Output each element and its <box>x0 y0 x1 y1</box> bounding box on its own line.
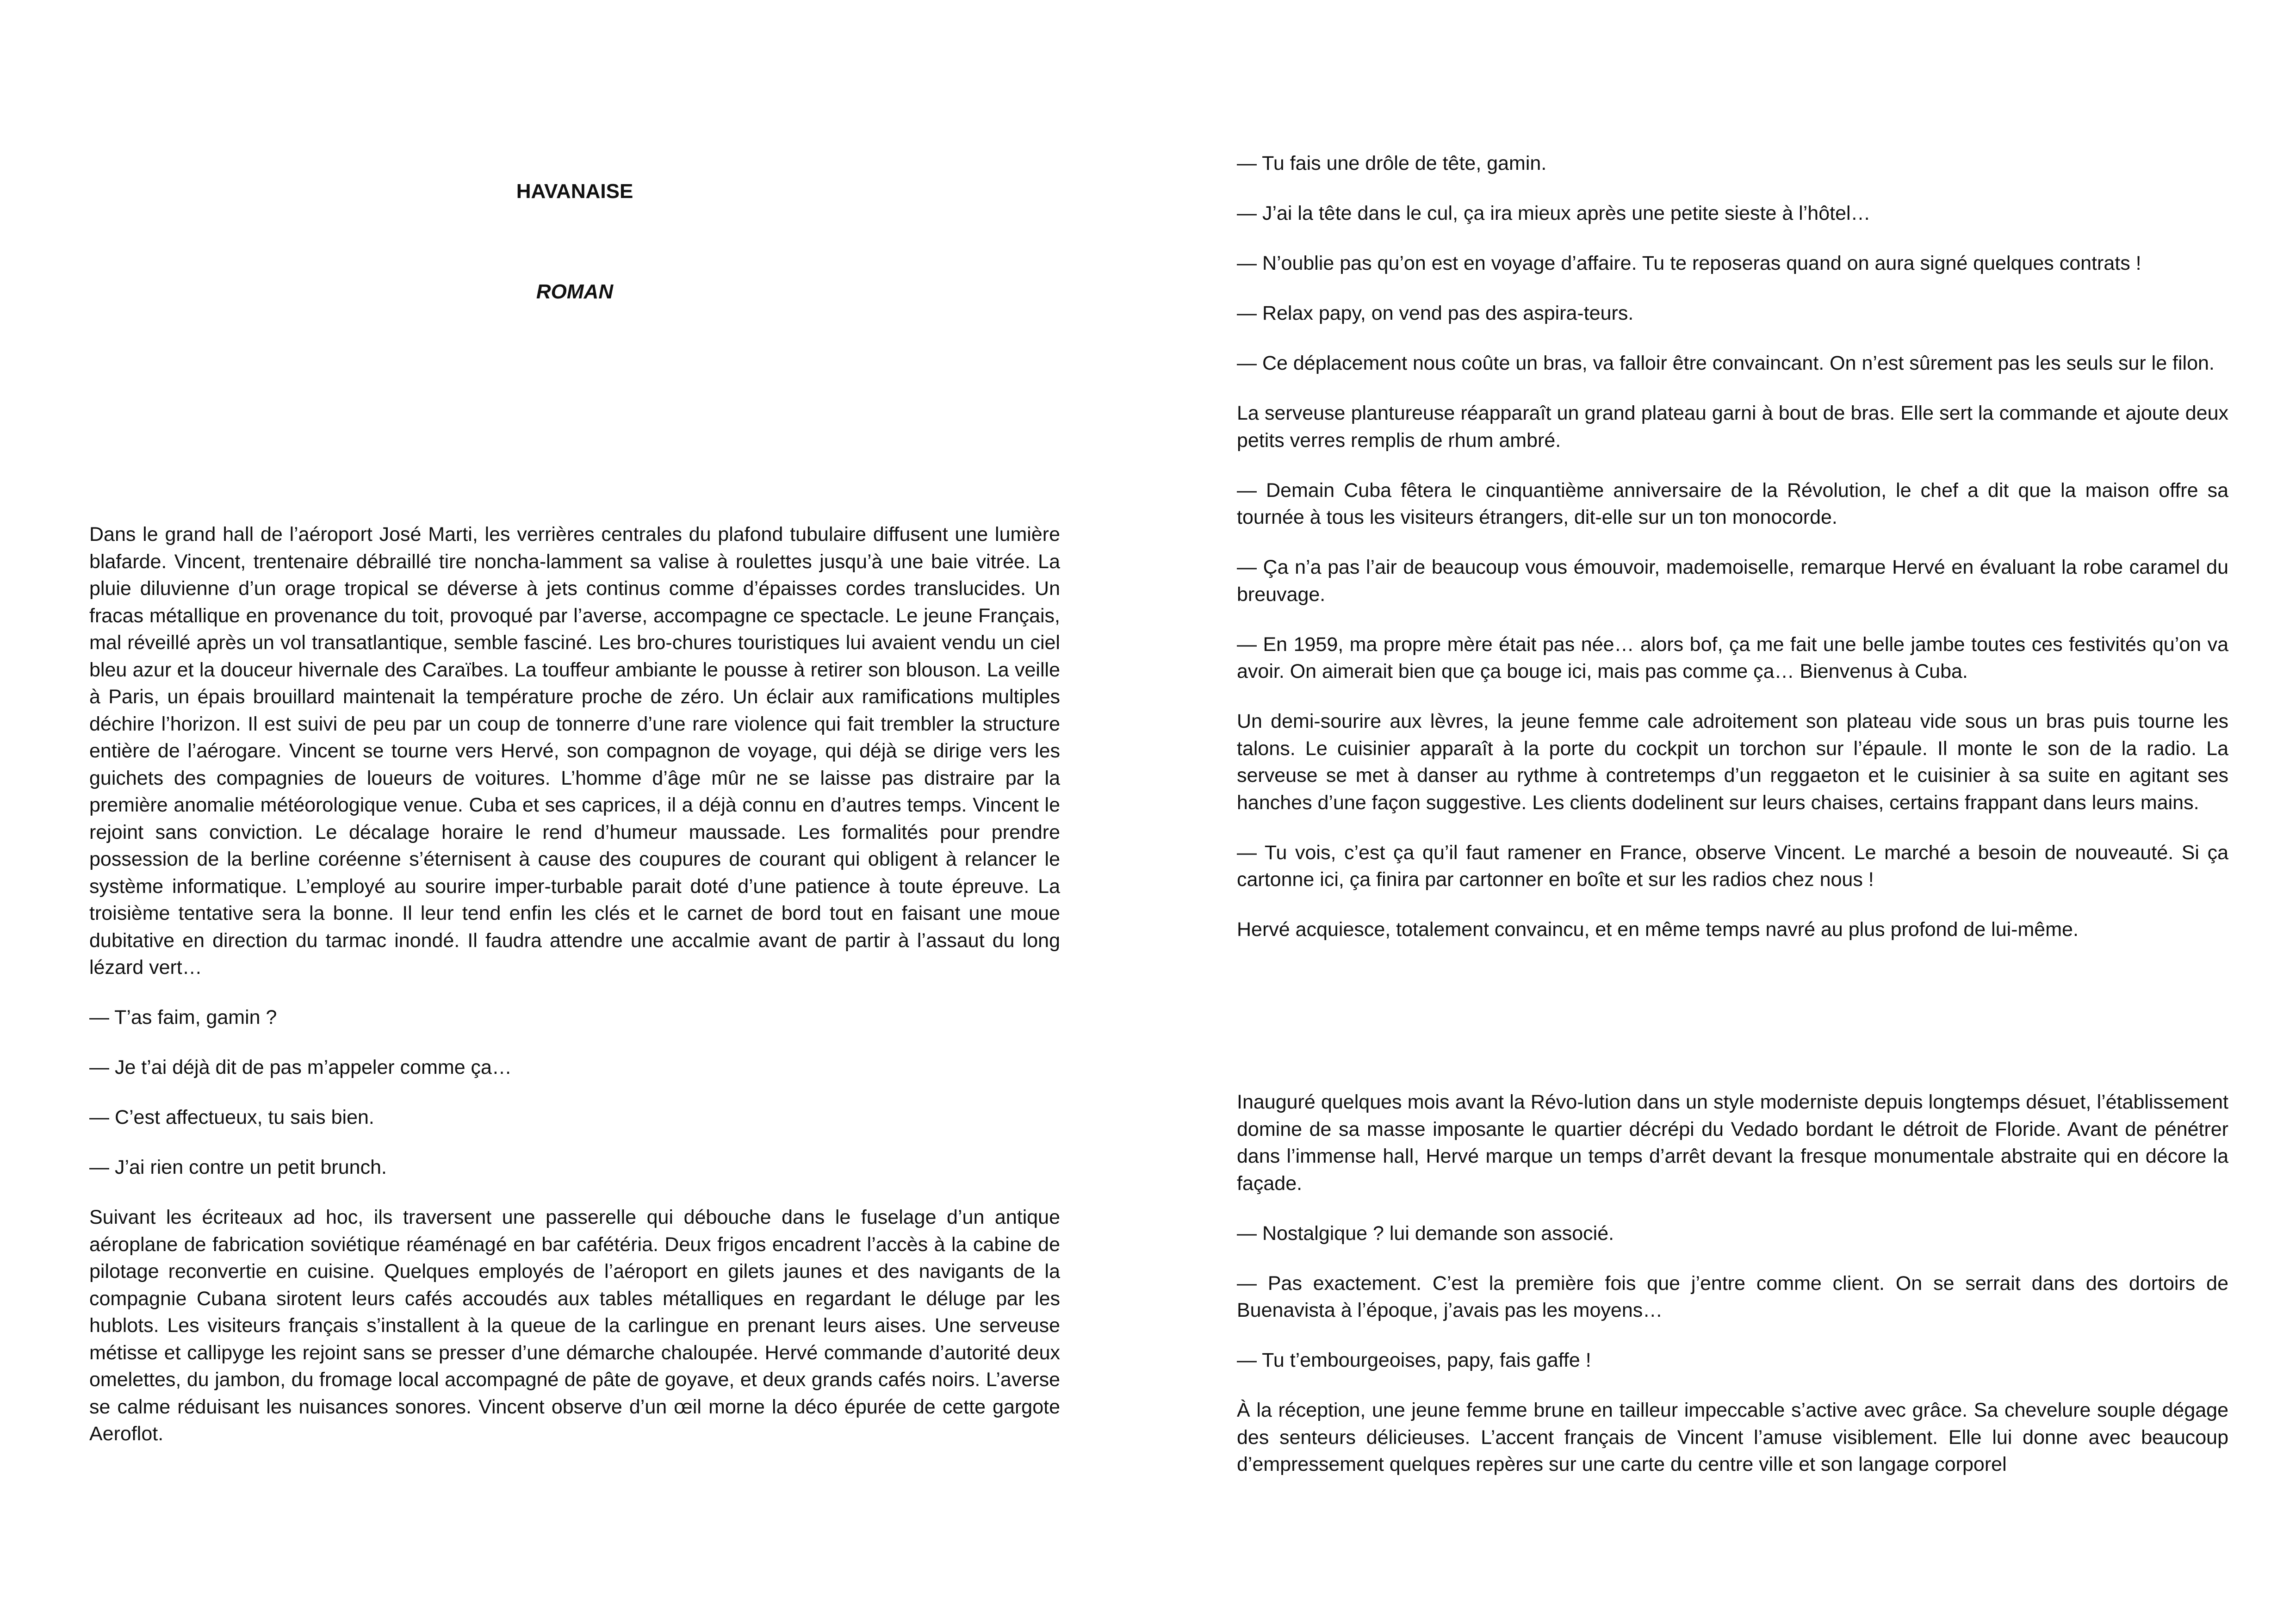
paragraph-airport-hall: Dans le grand hall de l’aéroport José Marti, les verrières centrales du plafond tubulaire diffusent une lumière blafarde. Vincent, trentenaire débraillé tire noncha-lamment sa valise à roulettes jusqu’à une baie vitrée. La pluie diluvienne d’un orage tropical se déverse à jets continus comme d’épaisses cordes translucides. Un fracas métallique en provenance du toit, provoqué par l’averse, accompagne ce spectacle. Le jeune Français, mal réveillé après un vol transatlantique, semble fasciné. Les bro-chures touristiques lui avaient vendu un ciel bleu azur et la douceur hivernale des Caraïbes. La touffeur ambiante le pousse à retirer son blouson. La veille à Paris, un épais brouillard maintenait la température proche de zéro. Un éclair aux ramifications multiples déchire l’horizon. Il est suivi de peu par un coup de tonnerre d’une rare violence qui fait trembler la structure entière de l’aérogare. Vincent se tourne vers Hervé, son compagnon de voyage, qui déjà se dirige vers les guichets des compagnies de loueurs de voitures. L’homme d’âge mûr ne se laisse pas distraire par la première anomalie météorologique venue. Cuba et ses caprices, il a déjà connu en d’autres temps. Vincent le rejoint sans conviction. Le décalage horaire le rend d’humeur maussade. Les formalités pour prendre possession de la berline coréenne s’éternisent à cause des coupures de courant qui obligent à relancer le système informatique. L’employé au sourire imper-turbable parait doté d’une patience à toute épreuve. La troisième tentative sera la bonne. Il leur tend enfin les clés et le carnet de bord tout en faisant une moue dubitative en direction du tarmac inondé. Il faudra attendre une accalmie avant de partir à l’assaut du long lézard vert… <box>89 523 1060 979</box>
paragraph-reception: À la réception, une jeune femme brune en tailleur impeccable s’active avec grâce. Sa chevelure souple dégage des senteurs délicieuses. L’accent français de Vincent l’amuse visiblement. Elle lui donne avec beaucoup d’empressement quelques repères sur une carte du centre ville et son langage corporel <box>1237 1399 2228 1475</box>
paragraph-cafeteria: Suivant les écriteaux ad hoc, ils traversent une passerelle qui débouche dans le fuselage d’un antique aéroplane de fabrication soviétique réaménagé en bar cafétéria. Deux frigos encadrent l’accès à la cabine de pilotage reconvertie en cuisine. Quelques employés de l’aéroport en gilets jaunes et des navigants de la compagnie Cubana sirotent leurs cafés accoudés aux tables métalliques en regardant le déluge par les hublots. Les visiteurs français s’installent à la queue de la carlingue en prenant leurs aises. Une serveuse métisse et callipyge les rejoint sans se presser d’une démarche chaloupée. Hervé commande d’autorité deux omelettes, du jambon, du fromage local accompagné de pâte de goyave, et deux grands cafés noirs. L’averse se calme réduisant les nuisances sonores. Vincent observe d’un œil morne la déco épurée de cette gargote Aeroflot. <box>89 1206 1060 1445</box>
paragraph-herve: Hervé acquiesce, totalement convaincu, et en même temps navré au plus profond de lui-même. <box>1237 918 2079 941</box>
dialog-line: — Tu vois, c’est ça qu’il faut ramener en France, observe Vincent. Le marché a besoin de nouveauté. Si ça cartonne ici, ça finira par cartonner en boîte et sur les radios chez nous ! <box>1237 841 2228 891</box>
dialog-line: — Ce déplacement nous coûte un bras, va falloir être convaincant. On n’est sûrement pas les seuls sur le filon. <box>1237 352 2215 374</box>
book-title: HAVANAISE <box>516 180 633 203</box>
dialog-line: — T’as faim, gamin ? <box>89 1006 277 1028</box>
dialog-line: — Demain Cuba fêtera le cinquantième anniversaire de la Révolution, le chef a dit que la maison offre sa tournée à tous les visiteurs étrangers, dit-elle sur un ton monocorde. <box>1237 479 2228 528</box>
dialog-line: — J’ai rien contre un petit brunch. <box>89 1156 387 1178</box>
dialog-line: — Tu fais une drôle de tête, gamin. <box>1237 152 1547 174</box>
left-page-text <box>89 521 1060 1470</box>
paragraph-hotel: Inauguré quelques mois avant la Révo-lution dans un style moderniste depuis longtemps désuet, l’établissement domine de sa masse imposante le quartier décrépi du Vedado bordant le détroit de Floride. Avant de pénétrer dans l’immense hall, Hervé marque un temps d’arrêt devant la fresque monumentale abstraite qui en décore la façade. <box>1237 1091 2228 1195</box>
paragraph-waitress: La serveuse plantureuse réapparaît un grand plateau garni à bout de bras. Elle sert la commande et ajoute deux petits verres remplis de rhum ambré. <box>1237 402 2228 452</box>
paragraph-dance: Un demi-sourire aux lèvres, la jeune femme cale adroitement son plateau vide sous un bras puis tourne les talons. Le cuisinier apparaît à la porte du cockpit un torchon sur l’épaule. Il monte le son de la radio. La serveuse se met à danser au rythme à contretemps d’un reggaeton et le cuisinier à sa suite en agitant ses hanches d’une façon suggestive. Les clients dodelinent sur leurs chaises, certains frappant dans leurs mains. <box>1237 710 2228 814</box>
dialog-line: — Nostalgique ? lui demande son associé. <box>1237 1222 1614 1245</box>
dialog-line: — N’oublie pas qu’on est en voyage d’affaire. Tu te reposeras quand on aura signé quelques contrats ! <box>1237 252 2141 274</box>
dialog-line: — Je t’ai déjà dit de pas m’appeler comme ça… <box>89 1056 512 1078</box>
dialog-line: — Pas exactement. C’est la première fois que j’entre comme client. On se serrait dans des dortoirs de Buenavista à l’époque, j’avais pas les moyens… <box>1237 1272 2228 1321</box>
book-subtitle: ROMAN <box>536 280 614 303</box>
right-page-text-section-2 <box>1237 1089 2228 1501</box>
dialog-line: — Tu t’embourgeoises, papy, fais gaffe ! <box>1237 1349 1591 1371</box>
dialog-line: — C’est affectueux, tu sais bien. <box>89 1106 374 1128</box>
dialog-line: — Relax papy, on vend pas des aspira-teurs. <box>1237 302 1634 324</box>
dialog-line: — Ça n’a pas l’air de beaucoup vous émouvoir, mademoiselle, remarque Hervé en évaluant la robe caramel du breuvage. <box>1237 556 2228 606</box>
dialog-line: — En 1959, ma propre mère était pas née… alors bof, ça me fait une belle jambe toutes ces festivités qu’on va avoir. On aimerait bien que ça bouge ici, mais pas comme ça… Bienvenus à Cuba. <box>1237 633 2228 682</box>
right-page-text <box>1237 150 2228 966</box>
dialog-line: — J’ai la tête dans le cul, ça ira mieux après une petite sieste à l’hôtel… <box>1237 202 1871 224</box>
